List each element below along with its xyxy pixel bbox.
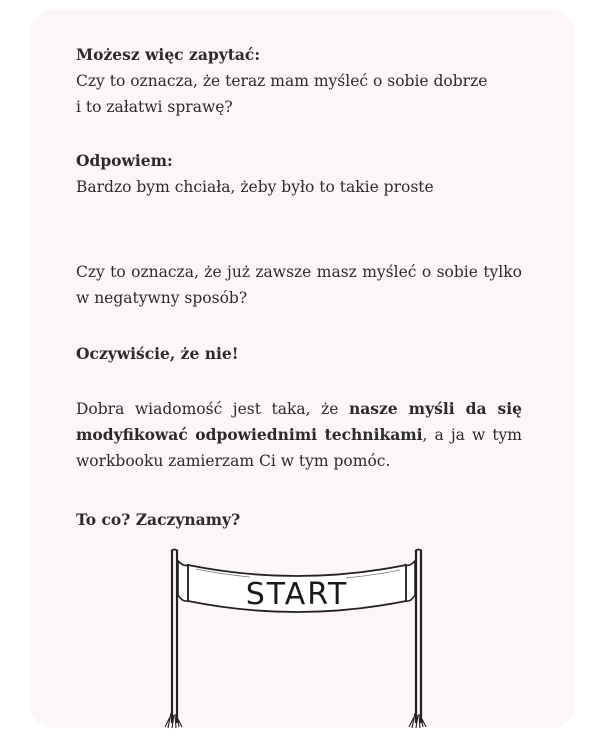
good-news-paragraph bbox=[76, 396, 522, 474]
question-line-2: i to załatwi sprawę? bbox=[76, 98, 233, 116]
question-line-1: Czy to oznacza, że teraz mam myśleć o sobie dobrze bbox=[76, 72, 488, 90]
second-question-text: Czy to oznacza, że już zawsze masz myśleć o sobie tylko w negatywny sposób? bbox=[76, 263, 522, 307]
closing-heading: To co? Zaczynamy? bbox=[76, 510, 241, 529]
reassurance bbox=[76, 341, 522, 367]
answer-heading: Odpowiem: bbox=[76, 151, 173, 170]
second-question bbox=[76, 259, 522, 311]
banner-label: START bbox=[245, 577, 349, 612]
answer-text: Bardzo bym chciała, żeby było to takie proste bbox=[76, 178, 434, 196]
question-block bbox=[76, 42, 522, 120]
good-news-part-2: , a ja w tym workbooku zamierzam Ci w tym pomóc. bbox=[76, 426, 522, 470]
question-heading: Możesz więc zapytać: bbox=[76, 45, 261, 64]
reassurance-heading: Oczywiście, że nie! bbox=[76, 344, 239, 363]
answer-block bbox=[76, 148, 522, 200]
start-banner-illustration bbox=[160, 545, 440, 735]
good-news-part-1: Dobra wiadomość jest taka, że bbox=[76, 400, 349, 418]
good-news-text bbox=[76, 396, 522, 474]
good-news-bold: nasze myśli da się modyfikować odpowiednimi technikami bbox=[76, 399, 522, 444]
closing bbox=[76, 507, 522, 533]
